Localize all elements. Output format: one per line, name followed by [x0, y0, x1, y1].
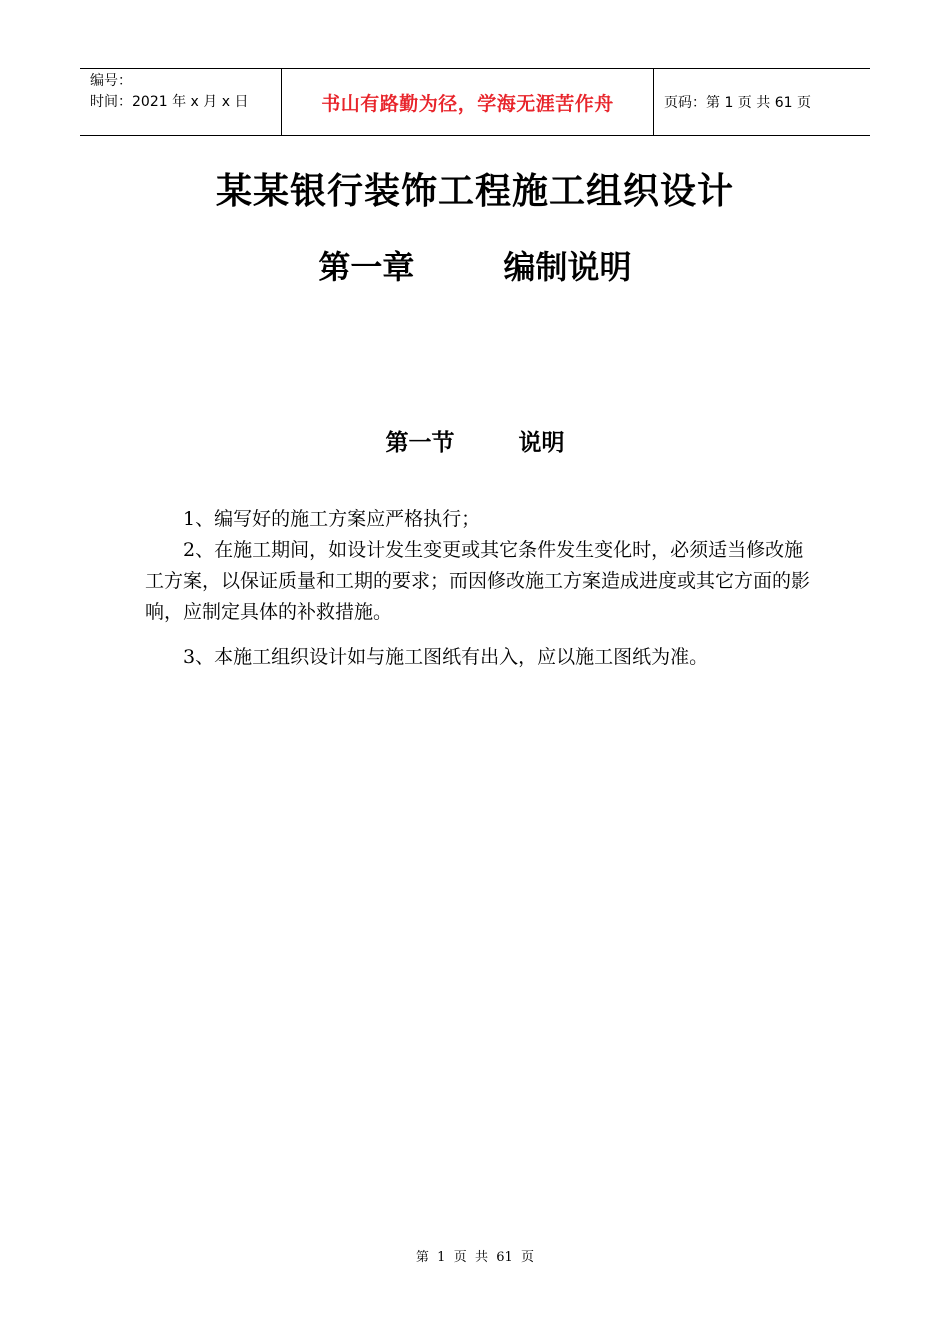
header-table	[80, 68, 870, 136]
page-info: 页码：第 1 页 共 61 页	[664, 95, 811, 111]
section-heading: 第一节 说明	[385, 429, 565, 456]
chapter-heading: 第一章 编制说明	[318, 248, 632, 286]
time-label: 时间：2021 年 x 月 x 日	[90, 94, 249, 110]
paragraph-2: 2、在施工期间，如设计发生变更或其它条件发生变化时，必须适当修改施工方案，以保证质量和工期的要求；而因修改施工方案造成进度或其它方面的影响，应制定具体的补救措施。	[145, 539, 811, 623]
serial-label: 编号：	[90, 73, 132, 89]
document-title: 某某银行装饰工程施工组织设计	[215, 170, 734, 212]
paragraph-1: 1、编写好的施工方案应严格执行；	[183, 508, 481, 530]
page-footer: 第 1 页 共 61 页	[415, 1250, 535, 1265]
header-motto-cell	[281, 69, 654, 135]
body-text	[145, 504, 810, 687]
motto-text: 书山有路勤为径，学海无涯苦作舟	[321, 92, 614, 115]
paragraph-3: 3、本施工组织设计如与施工图纸有出入，应以施工图纸为准。	[183, 646, 709, 668]
header-page-cell	[654, 69, 870, 135]
header-meta-cell	[80, 69, 281, 135]
